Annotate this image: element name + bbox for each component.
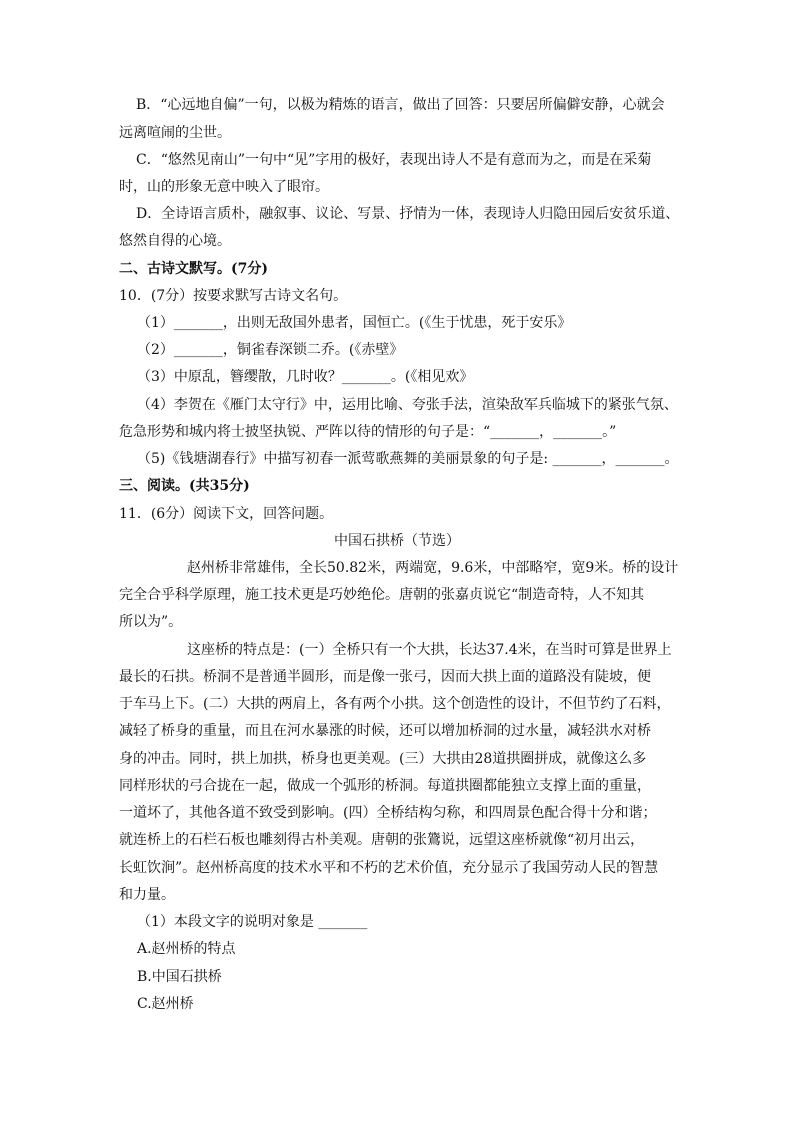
option-b-line-1: B．“心远地自偏”一句，以极为精炼的语言，做出了回答：只要居所偏僻安静，心就会 <box>136 97 665 113</box>
question-10-item-2: （2）_______，铜雀春深锁二乔。(《赤壁》 <box>137 342 404 358</box>
question-10-item-1: （1）_______，出则无敌国外患者，国恒亡。(《生于忧患，死于安乐》 <box>137 315 572 331</box>
option-c-line-2: 时，山的形象无意中映入了眼帘。 <box>119 179 329 195</box>
question-10-stem: 10．(7分）按要求默写古诗文名句。 <box>119 288 348 304</box>
passage-line: 完全合乎科学原理，施工技术更是巧妙绝伦。唐朝的张嘉贞说它“制造奇特，人不知其 <box>119 587 645 603</box>
option-b-line-2: 远离喧闹的尘世。 <box>119 125 231 141</box>
option-c: C.赵州桥 <box>137 996 194 1012</box>
passage-line: 身的冲击。同时，拱上加拱，桥身也更美观。(三）大拱由28道拱圈拼成，就像这么多 <box>119 751 647 767</box>
passage-line: 最长的石拱。桥洞不是普通半圆形，而是像一张弓，因而大拱上面的道路没有陡坡，便 <box>119 669 651 685</box>
passage-line: 于车马上下。(二）大拱的两肩上，各有两个小拱。这个创造性的设计，不但节约了石料， <box>119 696 671 712</box>
option-c-line-1: C．“悠然见南山”一句中“见”字用的极好，表现出诗人不是有意而为之，而是在采菊 <box>136 152 652 168</box>
option-a: A.赵州桥的特点 <box>137 941 236 957</box>
question-10-item-4-cont: 危急形势和城内将士披坚执锐、严阵以待的情形的句子是：“_______，_______。” <box>119 424 617 440</box>
passage-line: 一道坏了，其他各道不致受到影响。(四）全桥结构匀称，和四周景色配合得十分和谐； <box>119 805 657 821</box>
option-d-line-2: 悠然自得的心境。 <box>119 233 231 249</box>
section-3-heading: 三、阅读。(共35分) <box>119 478 250 494</box>
question-11-stem: 11．(6分）阅读下文，回答问题。 <box>119 506 334 522</box>
sub-question-1: （1）本段文字的说明对象是 _______ <box>137 914 368 930</box>
passage-line: 就连桥上的石栏石板也雕刻得古朴美观。唐朝的张鷟说，远望这座桥就像“初月出云， <box>119 832 645 848</box>
option-d-line-1: D．全诗语言质朴，融叙事、议论、写景、抒情为一体，表现诗人归隐田园后安贫乐道、 <box>136 206 680 222</box>
question-10-item-4: （4）李贺在《雁门太守行》中，运用比喻、夸张手法，渲染敌军兵临城下的紧张气氛、 <box>137 397 678 413</box>
option-b: B.中国石拱桥 <box>137 969 222 985</box>
passage-line: 同样形状的弓合拢在一起，做成一个弧形的桥洞。每道拱圈都能独立支撑上面的重量， <box>119 778 651 794</box>
passage-line: 减轻了桥身的重量，而且在河水暴涨的时候，还可以增加桥洞的过水量，减轻洪水对桥 <box>119 723 651 739</box>
passage-line: 赵州桥非常雄伟，全长50.82米，两端宽，9.6米，中部略窄，宽9米。桥的设计 <box>187 560 679 576</box>
question-10-item-5: （5)《钱塘湖春行》中描写初春一派莺歌燕舞的美丽景象的句子是: _______，_______。 <box>137 451 679 467</box>
passage-line: 和力量。 <box>119 887 175 903</box>
passage-title: 中国石拱桥（节选） <box>334 533 460 549</box>
passage-line: 长虹饮涧”。赵州桥高度的技术水平和不朽的艺术价值，充分显示了我国劳动人民的智慧 <box>119 860 659 876</box>
passage-line: 所以为”。 <box>119 614 183 630</box>
question-10-item-3: （3）中原乱，簪缨散，几时收？_______。(《相见欢》 <box>137 369 474 385</box>
passage-line: 这座桥的特点是：(一）全桥只有一个大拱，长达37.4米，在当时可算是世界上 <box>187 642 672 658</box>
section-2-heading: 二、古诗文默写。(7分) <box>119 261 268 277</box>
